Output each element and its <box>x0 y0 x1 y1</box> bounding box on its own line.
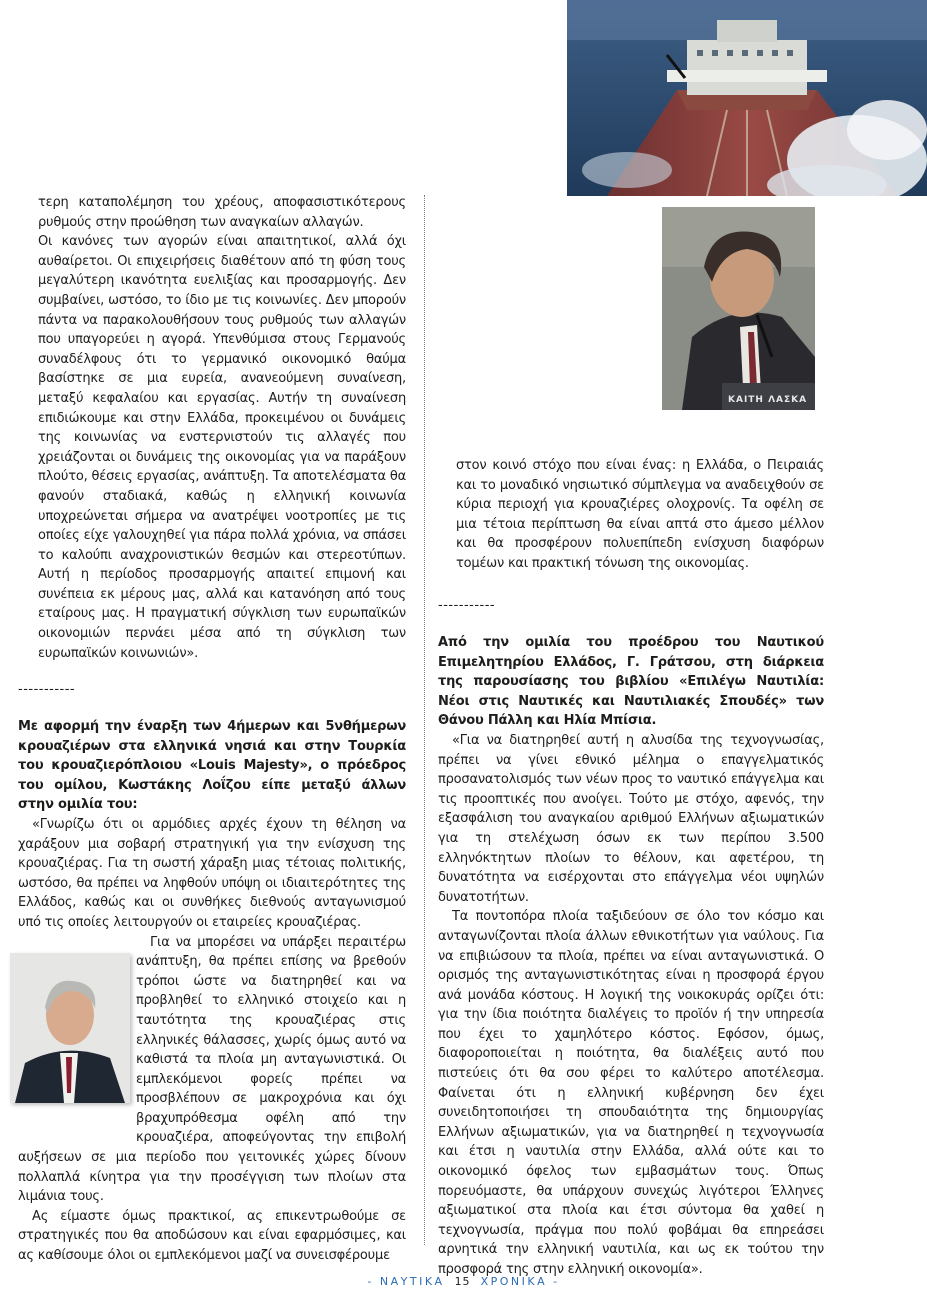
quote-paragraph: «Γνωρίζω ότι οι αρμόδιες αρχές έχουν τη θέληση να χαράξουν μια σοβαρή στρατηγική για την ενίσχυση της κρουαζιέρας. Για τη σωστή χάραξη μιας τέτοιας πολιτικής, ωστόσο, θα πρέπει να ληφθούν υπόψη οι ιδιαιτερότητες της Ελλάδος, καθώς και οι συνθήκες διεθνούς ανταγωνισμού υπό τις οποίες λειτουργούν οι εταιρείες κρουαζιέρας. <box>18 816 406 930</box>
left-column-bottom <box>18 717 406 1266</box>
quote-paragraph: Ας είμαστε όμως πρακτικοί, ας επικεντρωθούμε σε στρατηγικές που θα αποδώσουν και είναι εφαρμόσιμες, και ας καθίσουμε όλοι οι εμπλεκόμενοι μαζί να συνεισφέρουμε <box>18 1208 406 1264</box>
ship-photo <box>567 0 927 196</box>
page-footer <box>0 1275 927 1288</box>
quote-paragraph: «Για να διατηρηθεί αυτή η αλυσίδα της τεχνογνωσίας, πρέπει να γίνει εθνικό μέλημα ο επαγγελματικός προσανατολισμός των νέων προς το ναυτικό επάγγελμα και τις προοπτικές που ανοίγει. Τούτο με στόχο, αφενός, την εξασφάλιση του αναγκαίου αριθμού Ελλήνων αξιωματικών για τη στελέχωση όσων εκ των περίπου 3.500 ελληνόκτητων πλοίων το θέλουν, και αφετέρου, τη δυνατότητα να εισέρχονται στο επάγγελμα νέοι υψηλών δυνατοτήτων. <box>438 732 824 905</box>
photo-wrap-spacer <box>18 935 136 1139</box>
separator: ----------- <box>438 598 496 613</box>
left-column-top <box>38 193 406 663</box>
section-lead: Από την ομιλία του προέδρου του Ναυτικού Επιμελητηρίου Ελλάδος, Γ. Γράτσου, στη διάρκεια της παρουσίασης του βιβλίου «Επιλέγω Ναυτιλία: Νέοι στις Ναυτικές και Ναυτιλιακές Σπουδές» των Θάνου Πάλλη και Ηλία Μπίσια. <box>438 635 824 729</box>
footer-right: ΧΡΟΝΙΚΑ - <box>480 1275 560 1288</box>
right-column-bottom <box>438 633 824 1280</box>
page-number: 15 <box>454 1275 471 1288</box>
right-paragraph: στον κοινό στόχο που είναι ένας: η Ελλάδα, ο Πειραιάς και το μοναδικό νησιωτικό σύμπλεγμα να αναδειχθούν σε κύρια περιοχή για κρουαζιέρες ολοχρονίς. Τα οφέλη σε μια τέτοια περίπτωση θα είναι απτά στο άμεσο μέλλον και θα προσφέρουν πολυεπίπεδη ενίσχυση διαφόρων τομέων και πρακτική τόνωση της οικονομίας. <box>456 458 824 571</box>
speaker-photo <box>662 207 815 410</box>
quote-paragraph: Τα ποντοπόρα πλοία ταξιδεύουν σε όλο τον κόσμο και ανταγωνίζονται πλοία άλλων εθνικοτήτων για ναύλους. Για να επιβιώσουν τα πλοία, πρέπει να είναι ανταγωνιστικά. Ο ορισμός της ανταγωνιστικότητας είναι η προσφορά έργου ανά μονάδα κόστους. Η λογική της νοικοκυράς ορίζει ότι: για την ίδια ποιότητα διαλέγεις το προϊόν ή την υπηρεσία που έχει το χαμηλότερο κόστος. Εφόσον, όμως, διαφοροποιείται η ποιότητα, θα διαλέξεις αυτό που πιστεύεις ότι θα σου φέρει το καλύτερο αποτέλεσμα. Φαίνεται ότι η ελληνική κυβέρνηση δεν έχει συνειδητοποιήσει τη σπουδαιότητα της δημιουργίας Ελλήνων αξιωματικών, για να διατηρηθεί η τεχνογνωσία και έτσι η ναυτιλία στην Ελλάδα, αλλά ούτε και το οικονομικό όφελος των εμβασμάτων τους. Όπως πορευόμαστε, θα υπάρχουν συνεχώς λιγότεροι Έλληνες αξιωματικοί στα πλοία και έτσι σύντομα θα χαθεί η τεχνογνωσία, πράγμα που πολύ φοβάμαι θα επηρεάσει αρνητικά την ελληνική ναυτιλία, και ως εκ τούτου την προσφορά της στην ελληνική οικονομία». <box>438 909 824 1277</box>
left-paragraph: τερη καταπολέμηση του χρέους, αποφασιστικότερους ρυθμούς στην προώθηση των αναγκαίων αλλαγών. <box>38 195 406 230</box>
column-divider <box>424 195 425 1245</box>
quote-paragraph: Για να μπορέσει να υπάρξει περαιτέρω ανάπτυξη, θα πρέπει επίσης να βρεθούν τρόποι ώστε να διατηρηθεί και να προβληθεί το ελληνικό στοιχείο και η ταυτότητα της κρουαζιέρας στις ελληνικές θάλασσες, χωρίς όμως αυτό να καθιστά τα πλοία μη ανταγωνιστικά. Οι εμπλεκόμενοι φορείς πρέπει να προσβλέπουν σε μακροχρόνια και όχι βραχυπρόθεσμα οφέλη από την κρουαζιέρα, αποφεύγοντας την επιβολή αυξήσεων σε μια περίοδο που γειτονικές χώρες δίνουν πολλαπλά κίνητρα για την προσέγγιση των πλοίων στα λιμάνια τους. <box>18 934 406 1205</box>
section-lead: Με αφορμή την έναρξη των 4ήμερων και 5νθήμερων κρουαζιέρων στα ελληνικά νησιά και στην Τουρκία του κρουαζιερόπλοιου «Louis Majesty», ο πρόεδρος του ομίλου, Κωστάκης Λοΐζου είπε μεταξύ άλλων στην ομιλία του: <box>18 719 406 813</box>
footer-left: - ΝΑΥΤΙΚΑ <box>367 1275 445 1288</box>
right-column-top <box>456 456 824 574</box>
photo-banner-text: ΚΑΙΤΗ ΛΑΣΚΑ <box>728 395 808 405</box>
left-paragraph: Οι κανόνες των αγορών είναι απαιτητικοί, αλλά όχι αυθαίρετοι. Οι επιχειρήσεις διαθέτουν από τη φύση τους μεγαλύτερη ικανότητα ευελιξίας και προσαρμογής. Δεν συμβαίνει, ωστόσο, το ίδιο με τις κοινωνίες. Δεν μπορούν πάντα να παρακολουθήσουν τους ρυθμούς των αλλαγών που υπαγορεύει η αγορά. Υπενθύμισα στους Γερμανούς συναδέλφους ότι το γερμανικό οικονομικό θαύμα βασίστηκε σε μια ευρεία, ανανεούμενη συναίνεση, μεταξύ κεφαλαίου και εργασίας. Αυτήν τη συναίνεση επιδιώκουμε και στην Ελλάδα, προκειμένου οι δυνάμεις της κοινωνίας να ενστερνιστούν τις αλλαγές που χρειάζονται οι δυνάμεις της οικονομίας για να παράξουν πλούτο, θέσεις εργασίας, ανάπτυξη. Τα αποτελέσματα θα φανούν σταδιακά, καθώς η ελληνική κοινωνία υποχρεώνεται σήμερα να ανατρέψει νοοτροπίες με τις οποίες είχε γαλουχηθεί για πάρα πολλά χρόνια, να σπάσει το καλούπι αναχρονιστικών θεσμών και στερεοτύπων. Αυτή η περίοδος προσαρμογής απαιτεί επιμονή και συνέπεια εκ μέρους μας, αλλά και κατανόηση από τους εταίρους μας. Η πραγματική σύγκλιση των ευρωπαϊκών οικονομιών περνάει μέσα από τη σύγκλιση των ευρωπαϊκών κοινωνιών». <box>38 234 406 661</box>
separator: ----------- <box>18 682 76 697</box>
